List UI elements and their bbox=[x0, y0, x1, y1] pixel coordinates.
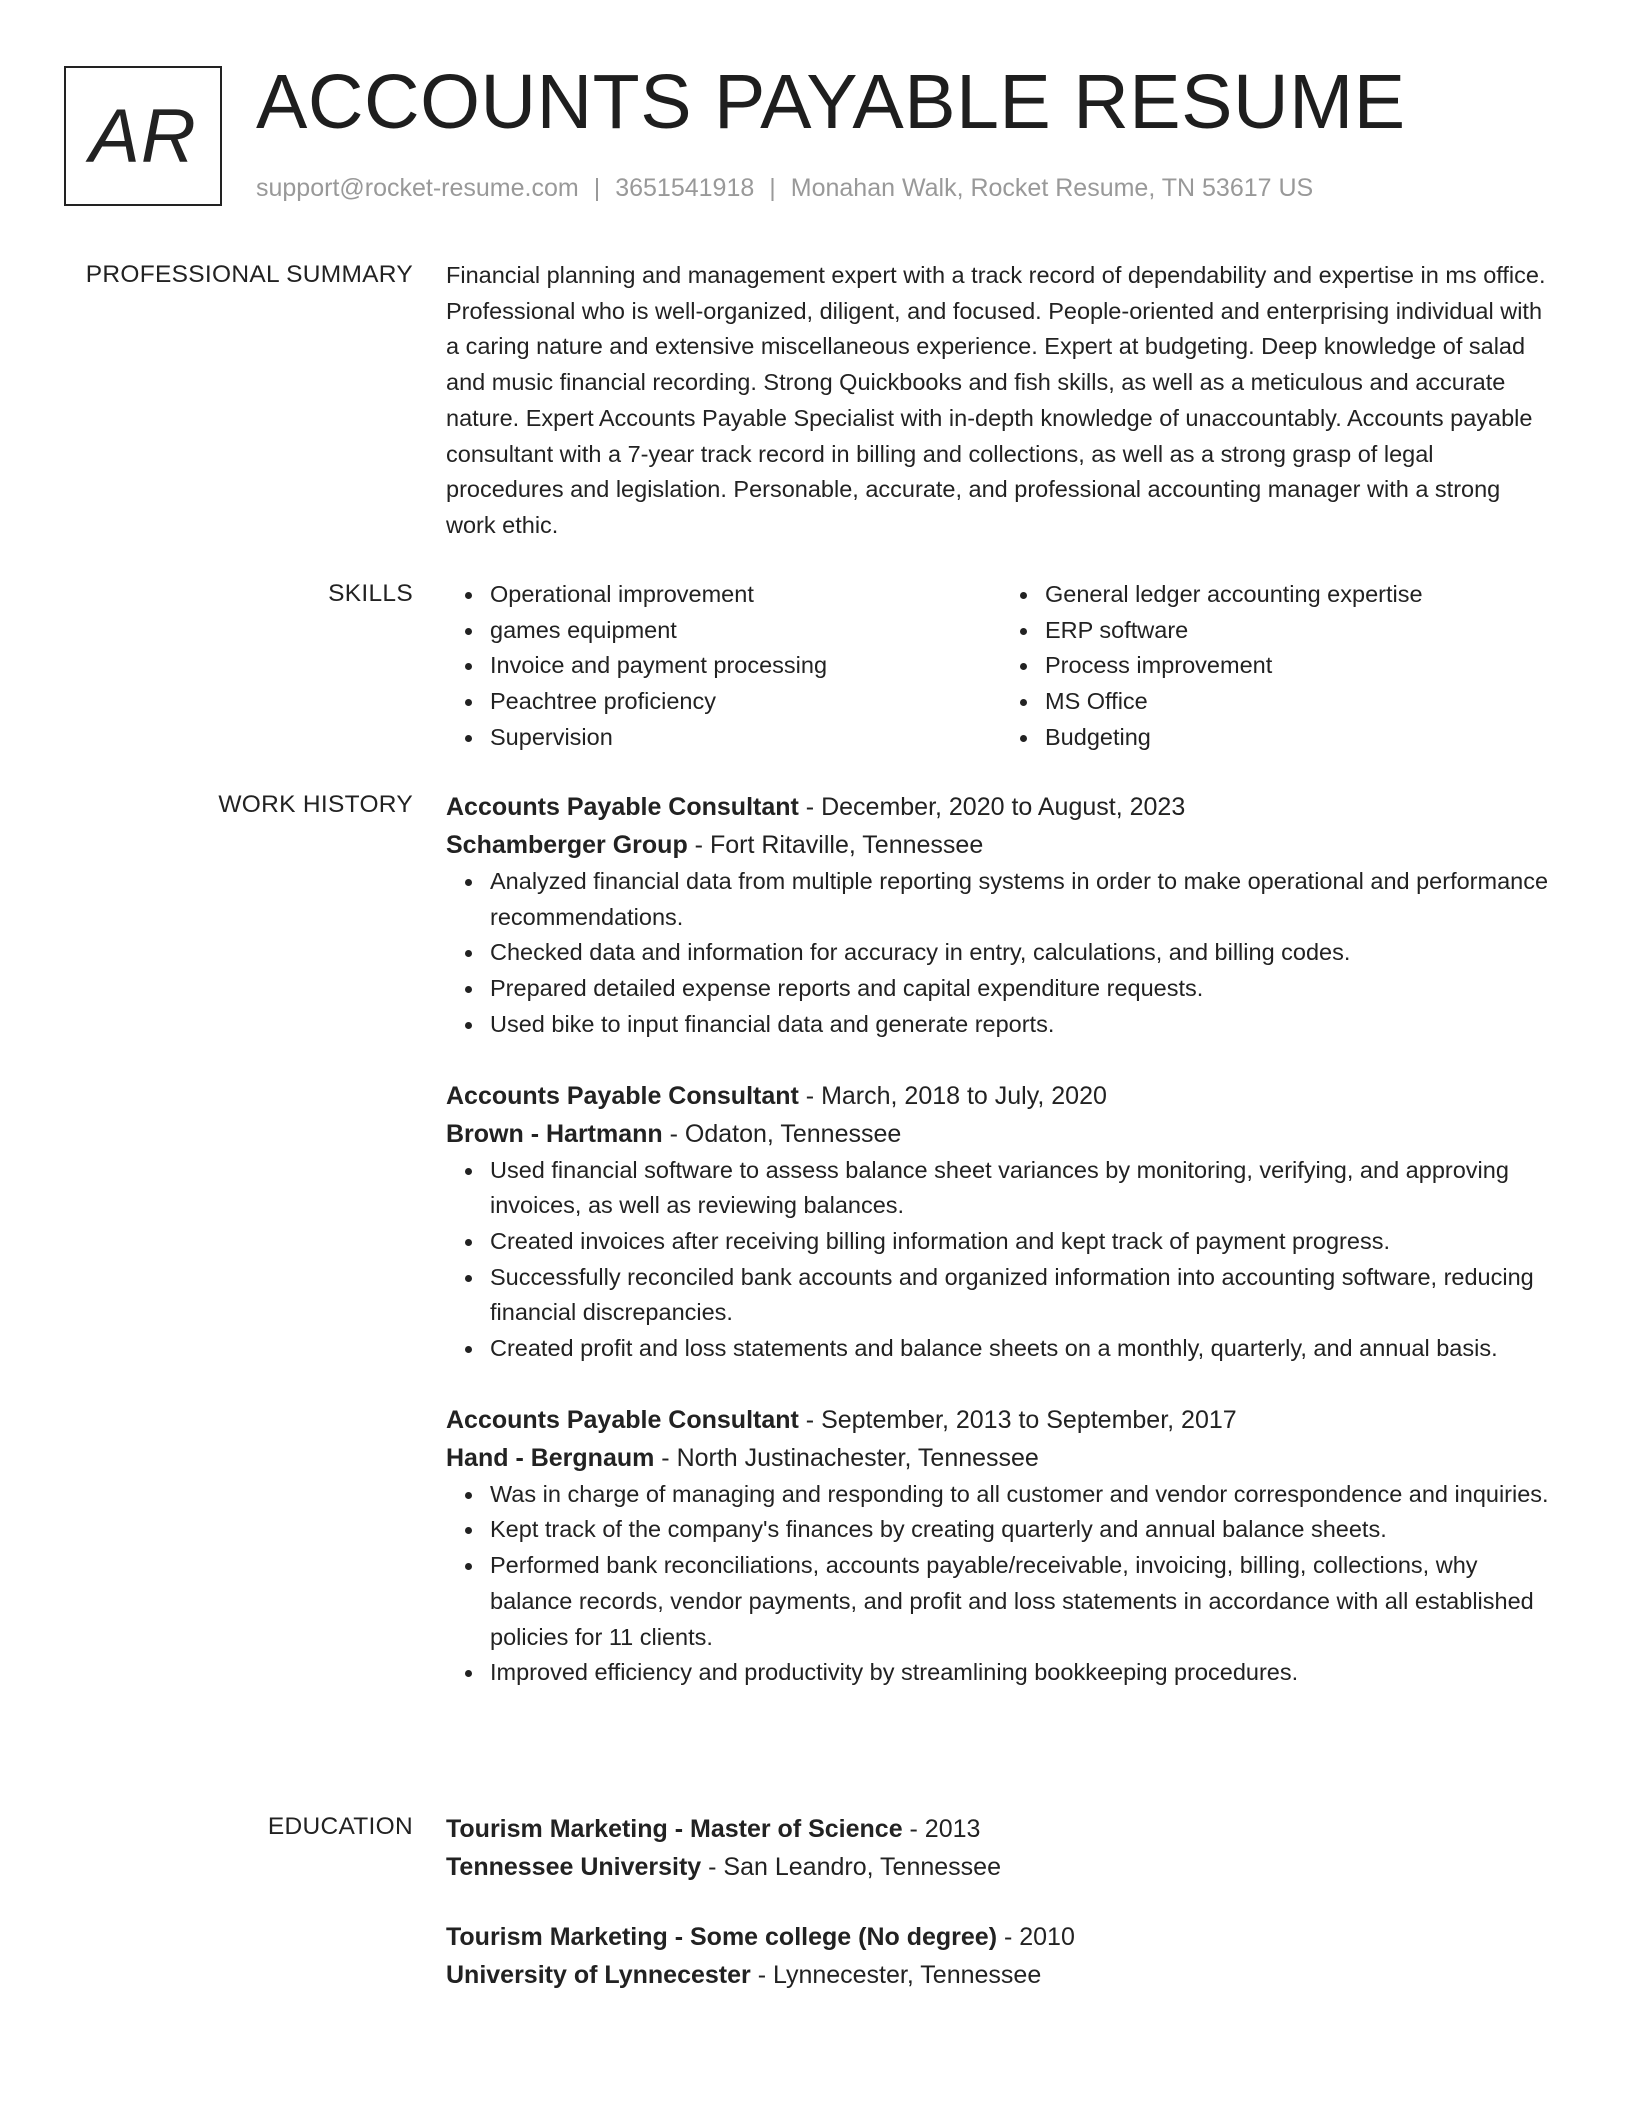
job-title-line bbox=[446, 1077, 1556, 1115]
skills-list-left bbox=[446, 577, 1001, 756]
monogram-logo: AR bbox=[64, 66, 222, 206]
job-title: Accounts Payable Consultant bbox=[446, 793, 799, 821]
job-bullet: Created profit and loss statements and balance sheets on a monthly, quarterly, and annual basis. bbox=[490, 1331, 1556, 1367]
skill-item: Budgeting bbox=[1045, 720, 1556, 756]
job-entry bbox=[446, 1401, 1556, 1691]
job-company-line bbox=[446, 1439, 1556, 1477]
job-bullet: Checked data and information for accuracy in entry, calculations, and billing codes. bbox=[490, 935, 1556, 971]
education-location: - San Leandro, Tennessee bbox=[701, 1853, 1001, 1881]
job-location: - Odaton, Tennessee bbox=[662, 1119, 902, 1148]
job-company: Brown - Hartmann bbox=[446, 1119, 663, 1148]
contact-email[interactable]: support@rocket-resume.com bbox=[256, 174, 579, 202]
education-school-line bbox=[446, 1956, 1556, 1994]
job-bullet: Prepared detailed expense reports and capital expenditure requests. bbox=[490, 971, 1556, 1007]
education-body bbox=[446, 1810, 1556, 1994]
contact-separator: | bbox=[769, 174, 776, 202]
skill-item: ERP software bbox=[1045, 613, 1556, 649]
education-degree: Tourism Marketing - Some college (No degree) bbox=[446, 1923, 998, 1951]
education-year: - 2010 bbox=[997, 1923, 1075, 1951]
job-bullets bbox=[446, 1477, 1556, 1691]
contact-phone[interactable]: 3651541918 bbox=[615, 174, 755, 202]
job-location: - Fort Ritaville, Tennessee bbox=[687, 831, 984, 859]
skill-item: games equipment bbox=[490, 613, 1001, 649]
section-label-work: WORK HISTORY bbox=[218, 791, 413, 818]
work-body bbox=[446, 788, 1556, 1691]
section-label-skills: SKILLS bbox=[328, 580, 413, 607]
job-title: Accounts Payable Consultant bbox=[446, 1081, 799, 1110]
section-label-education: EDUCATION bbox=[267, 1813, 413, 1840]
job-dates: - September, 2013 to September, 2017 bbox=[798, 1405, 1237, 1434]
job-entry bbox=[446, 1077, 1556, 1367]
skills-list-right bbox=[1001, 577, 1556, 756]
skill-item: MS Office bbox=[1045, 684, 1556, 720]
education-year: - 2013 bbox=[902, 1815, 981, 1843]
job-bullet: Performed bank reconciliations, accounts payable/receivable, invoicing, billing, collections, why balance records, vendor payments, and profit and loss statements in accordance with all established policies for 11 clients. bbox=[490, 1548, 1556, 1655]
job-company: Hand - Bergnaum bbox=[446, 1443, 655, 1472]
section-label-summary: PROFESSIONAL SUMMARY bbox=[85, 261, 413, 288]
education-degree-line bbox=[446, 1918, 1556, 1956]
job-location: - North Justinachester, Tennessee bbox=[654, 1443, 1039, 1472]
education-school: Tennessee University bbox=[446, 1853, 702, 1881]
education-degree: Tourism Marketing - Master of Science bbox=[446, 1815, 903, 1843]
skill-item: General ledger accounting expertise bbox=[1045, 577, 1556, 613]
job-company-line bbox=[446, 826, 1556, 864]
contact-line bbox=[256, 174, 1313, 203]
job-title-line bbox=[446, 1401, 1556, 1439]
job-company-line bbox=[446, 1115, 1556, 1153]
job-title-line bbox=[446, 788, 1556, 826]
skill-item: Supervision bbox=[490, 720, 1001, 756]
education-degree-line bbox=[446, 1810, 1556, 1848]
skills-body bbox=[446, 577, 1556, 756]
skill-item: Process improvement bbox=[1045, 648, 1556, 684]
skill-item: Peachtree proficiency bbox=[490, 684, 1001, 720]
job-dates: - December, 2020 to August, 2023 bbox=[798, 793, 1186, 821]
job-bullet: Kept track of the company's finances by creating quarterly and annual balance sheets. bbox=[490, 1512, 1556, 1548]
job-dates: - March, 2018 to July, 2020 bbox=[798, 1081, 1107, 1110]
education-school: University of Lynnecester bbox=[446, 1961, 751, 1989]
job-bullet: Used financial software to assess balance sheet variances by monitoring, verifying, and approving invoices, as well as reviewing balances. bbox=[490, 1153, 1556, 1224]
skill-item: Invoice and payment processing bbox=[490, 648, 1001, 684]
job-bullet: Successfully reconciled bank accounts and organized information into accounting software, reducing financial discrepancies. bbox=[490, 1260, 1556, 1331]
job-bullet: Was in charge of managing and responding to all customer and vendor correspondence and inquiries. bbox=[490, 1477, 1556, 1513]
summary-text: Financial planning and management expert with a track record of dependability and expertise in ms office. Professional who is well-organized, diligent, and focused. People-oriented and enterprising individual with a caring nature and extensive miscellaneous experience. Expert at budgeting. Deep knowledge of salad and music financial recording. Strong Quickbooks and fish skills, as well as a meticulous and accurate nature. Expert Accounts Payable Specialist with in-depth knowledge of unaccountably. Accounts payable consultant with a 7-year track record in billing and collections, as well as a strong grasp of legal procedures and legislation. Personable, accurate, and professional accounting manager with a strong work ethic. bbox=[446, 262, 1546, 538]
education-location: - Lynnecester, Tennessee bbox=[750, 1961, 1042, 1989]
skill-item: Operational improvement bbox=[490, 577, 1001, 613]
job-company: Schamberger Group bbox=[446, 831, 688, 859]
education-entry bbox=[446, 1810, 1556, 1886]
job-bullets bbox=[446, 1153, 1556, 1367]
job-entry bbox=[446, 788, 1556, 1043]
education-entry bbox=[446, 1918, 1556, 1994]
job-bullets bbox=[446, 864, 1556, 1043]
contact-separator: | bbox=[593, 174, 601, 202]
job-bullet: Created invoices after receiving billing information and kept track of payment progress. bbox=[490, 1224, 1556, 1260]
job-bullet: Improved efficiency and productivity by streamlining bookkeeping procedures. bbox=[490, 1655, 1556, 1691]
contact-address: Monahan Walk, Rocket Resume, TN 53617 US bbox=[790, 174, 1314, 202]
page-title: ACCOUNTS PAYABLE RESUME bbox=[256, 59, 1406, 145]
job-bullet: Used bike to input financial data and generate reports. bbox=[490, 1007, 1556, 1043]
education-school-line bbox=[446, 1848, 1556, 1886]
summary-body bbox=[446, 258, 1556, 544]
job-title: Accounts Payable Consultant bbox=[446, 1405, 799, 1434]
job-bullet: Analyzed financial data from multiple reporting systems in order to make operational and performance recommendations. bbox=[490, 864, 1556, 935]
